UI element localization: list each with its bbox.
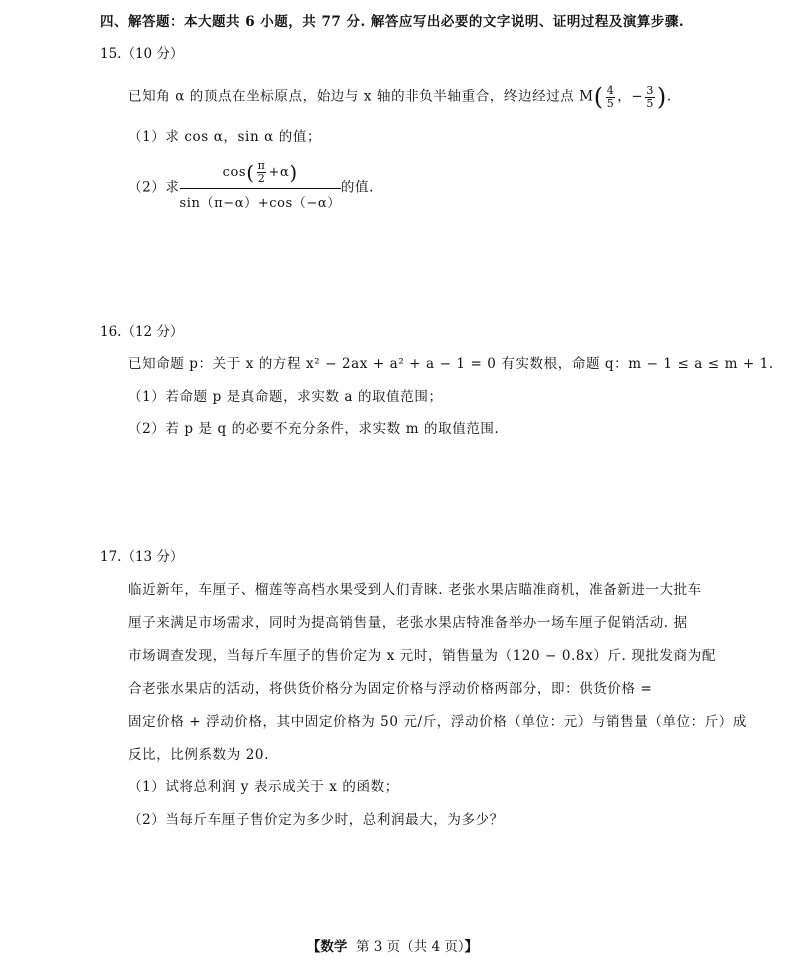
q15-numer-two: 2 bbox=[257, 172, 266, 185]
q16-part2: （2）若 p 是 q 的必要不充分条件，求实数 m 的取值范围. bbox=[128, 421, 500, 437]
footer-page-number: 第 3 页（共 4 页） bbox=[356, 939, 465, 955]
q15-point-x-den: 5 bbox=[606, 96, 615, 110]
q16-number: 16.（12 分） bbox=[100, 324, 184, 340]
q15-stem-text: 已知角 α 的顶点在坐标原点，始边与 x 轴的非负半轴重合，终边经过点 M bbox=[128, 88, 594, 105]
q16-stem: 已知命题 p：关于 x 的方程 x² − 2ax + a² + a − 1 = 0 有实数根，命题 q：m − 1 ≤ a ≤ m + 1. bbox=[128, 356, 774, 372]
footer-bracket-open: 【 bbox=[306, 939, 321, 955]
q17-line-5: 固定价格 + 浮动价格，其中固定价格为 50 元/斤，浮动价格（单位：元）与销售量（单位：斤）成 bbox=[128, 714, 748, 730]
q15-point-sep: ，− bbox=[617, 88, 644, 105]
q17-line-4: 合老张水果店的活动，将供货价格分为固定价格与浮动价格两部分，即：供货价格 = bbox=[128, 681, 653, 697]
footer-subject: 数学 bbox=[320, 939, 348, 955]
q16-part1: （1）若命题 p 是真命题，求实数 a 的取值范围； bbox=[128, 389, 443, 405]
section-header: 四、解答题：本大题共 6 小题，共 77 分. 解答应写出必要的文字说明、证明过程及演算步骤. bbox=[100, 14, 685, 30]
q15-part2 bbox=[128, 160, 374, 211]
q15-part2-fraction bbox=[180, 160, 341, 211]
q15-number: 15.（10 分） bbox=[100, 46, 184, 62]
q15-part2-numerator bbox=[180, 160, 341, 189]
q17-part1: （1）试将总利润 y 表示成关于 x 的函数； bbox=[128, 779, 399, 795]
q17-line-1: 临近新年，车厘子、榴莲等高档水果受到人们青睐. 老张水果店瞄准商机，准备新进一大批车 bbox=[128, 582, 702, 598]
q15-numer-tail: +α bbox=[268, 165, 290, 180]
q15-point-y-fraction bbox=[645, 85, 655, 110]
q15-numer-cos: cos bbox=[222, 165, 247, 180]
q15-stem bbox=[128, 83, 672, 111]
q15-stem-end: . bbox=[666, 88, 672, 105]
q17-number: 17.（13 分） bbox=[100, 549, 184, 565]
q15-point-y-den: 5 bbox=[646, 96, 654, 110]
q15-point-y-num: 3 bbox=[646, 83, 654, 97]
q15-part1: （1）求 cos α，sin α 的值； bbox=[128, 129, 322, 145]
q17-line-6: 反比，比例系数为 20. bbox=[128, 747, 269, 763]
footer-bracket-close: 】 bbox=[464, 939, 479, 955]
q15-numer-paren-close: ) bbox=[289, 160, 298, 185]
q15-numer-paren-open: ( bbox=[246, 160, 255, 185]
q15-numer-pi: π bbox=[257, 159, 266, 172]
q17-part2: （2）当每斤车厘子售价定为多少时，总利润最大，为多少？ bbox=[128, 812, 504, 828]
q15-part2-prefix: （2）求 bbox=[128, 179, 180, 196]
q17-line-2: 厘子来满足市场需求，同时为提高销售量，老张水果店特准备举办一场车厘子促销活动. 据 bbox=[128, 615, 688, 631]
page-footer bbox=[0, 935, 785, 955]
q15-part2-suffix: 的值. bbox=[340, 179, 374, 196]
q17-line-3: 市场调查发现，当每斤车厘子的售价定为 x 元时，销售量为（120 − 0.8x）斤. 现批发商为配 bbox=[128, 648, 716, 664]
q15-paren-close: ) bbox=[656, 83, 667, 111]
q15-point-x-fraction bbox=[606, 85, 616, 110]
q15-paren-open: ( bbox=[593, 83, 604, 111]
q15-numer-pi-fraction bbox=[257, 160, 267, 185]
q15-point-x-num: 4 bbox=[606, 83, 615, 97]
q15-part2-denominator: sin（π−α）+cos（−α） bbox=[179, 196, 341, 211]
